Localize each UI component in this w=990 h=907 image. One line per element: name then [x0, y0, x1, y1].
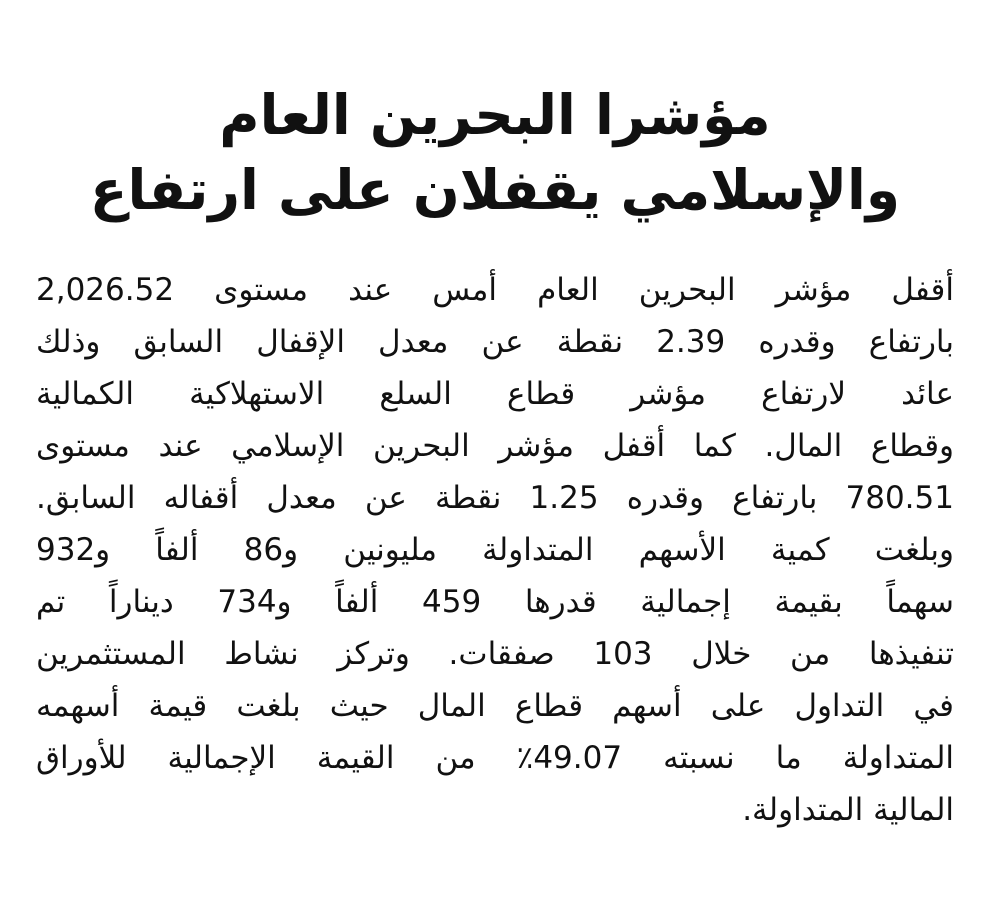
body-line: بارتفاع وقدره 2.39 نقطة عن معدل الإقفال السابق وذلك	[36, 324, 954, 360]
body-line: 780.51 بارتفاع وقدره 1.25 نقطة عن معدل أقفاله السابق.	[36, 480, 954, 516]
article-body	[36, 264, 954, 836]
body-line: عائد لارتفاع مؤشر قطاع السلع الاستهلاكية الكمالية	[36, 376, 954, 412]
body-line: المتداولة ما نسبته 49.07٪ من القيمة الإجمالية للأوراق	[36, 740, 954, 776]
body-line: أقفل مؤشر البحرين العام أمس عند مستوى 2,026.52	[36, 272, 954, 308]
body-line: وقطاع المال. كما أقفل مؤشر البحرين الإسلامي عند مستوى	[36, 428, 954, 464]
body-line: سهماً بقيمة إجمالية قدرها 459 ألفاً و734 ديناراً تم	[36, 584, 954, 620]
headline-line-1: مؤشرا البحرين العام	[219, 83, 771, 147]
body-line: تنفيذها من خلال 103 صفقات. وتركز نشاط المستثمرين	[36, 636, 954, 672]
body-line: وبلغت كمية الأسهم المتداولة مليونين و86 ألفاً و932	[36, 532, 954, 568]
body-line: في التداول على أسهم قطاع المال حيث بلغت قيمة أسهمه	[36, 688, 954, 724]
headline-line-2: والإسلامي يقفلان على ارتفاع	[89, 158, 901, 222]
news-article	[36, 78, 954, 836]
article-headline	[36, 78, 954, 228]
body-line-last: المالية المتداولة.	[742, 792, 954, 828]
